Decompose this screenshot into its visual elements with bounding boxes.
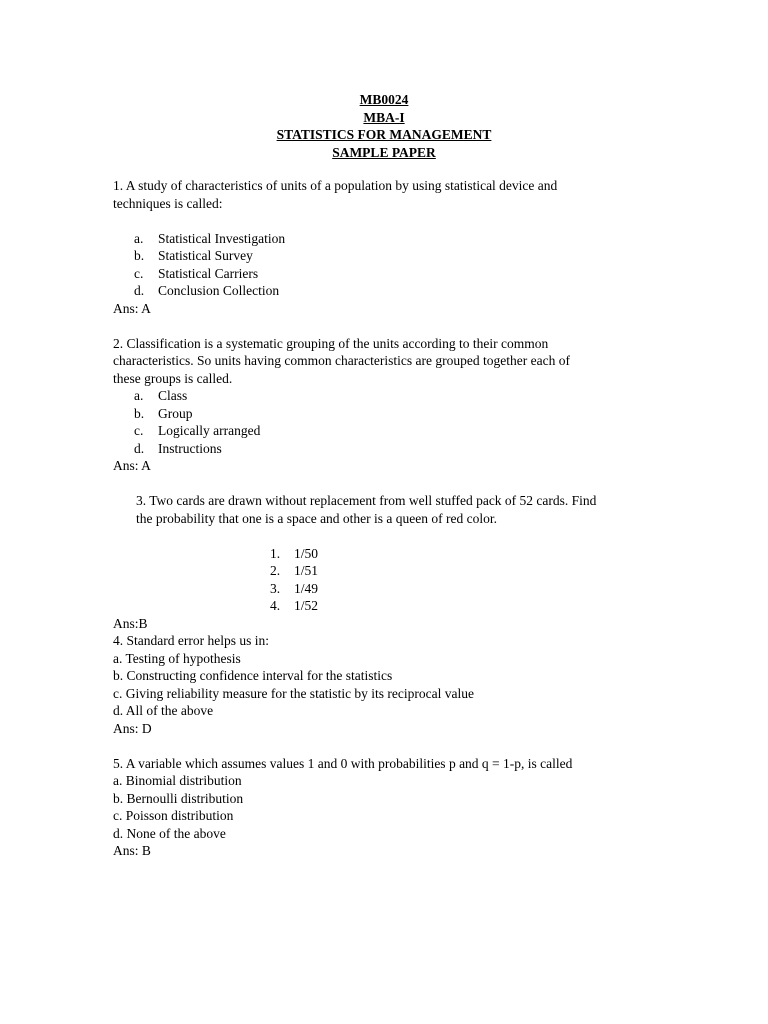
option-text: Conclusion Collection <box>158 283 280 298</box>
option-item: d. None of the above <box>113 825 226 841</box>
question-5 <box>113 755 653 860</box>
option-item <box>113 562 653 580</box>
answer-text: Ans: B <box>113 843 151 858</box>
option-text: Group <box>158 405 193 421</box>
option-marker: c. <box>134 423 144 438</box>
option-item <box>113 597 653 615</box>
option-item: b. Constructing confidence interval for the statistics <box>113 668 393 683</box>
question-text-line: the probability that one is a space and other is a queen of red color. <box>136 510 498 526</box>
option-text: 1/49 <box>294 580 319 596</box>
option-text: Statistical Survey <box>158 248 253 263</box>
option-item <box>113 422 653 440</box>
option-text: Statistical Carriers <box>158 265 259 281</box>
question-text-line: 1. A study of characteristics of units of a population by using statistical device and <box>113 178 558 193</box>
answer-text: Ans: A <box>113 458 151 473</box>
option-marker: 4. <box>270 598 281 613</box>
questions-content <box>113 177 653 860</box>
option-marker: d. <box>134 283 145 298</box>
option-text: Statistical Investigation <box>158 230 286 246</box>
subject-title: STATISTICS FOR MANAGEMENT <box>276 127 492 142</box>
question-text-line: characteristics. So units having common characteristics are grouped together each of <box>113 353 570 368</box>
question-3 <box>113 492 653 632</box>
option-item <box>113 282 653 300</box>
option-text: 1/50 <box>294 545 319 561</box>
option-marker: 3. <box>270 580 281 596</box>
option-item <box>113 247 653 265</box>
option-text: Logically arranged <box>158 423 261 438</box>
answer-text: Ans: D <box>113 720 152 736</box>
option-item <box>113 405 653 423</box>
option-marker: b. <box>134 405 145 421</box>
option-item: c. Giving reliability measure for the statistic by its reciprocal value <box>113 685 475 701</box>
document-header <box>0 91 768 161</box>
question-text-line: techniques is called: <box>113 195 223 211</box>
answer-text: Ans:B <box>113 615 148 631</box>
option-item: d. All of the above <box>113 703 214 718</box>
paper-title: SAMPLE PAPER <box>332 144 436 160</box>
answer-text: Ans: A <box>113 300 151 316</box>
question-text-line: 4. Standard error helps us in: <box>113 633 269 648</box>
question-text-line: 3. Two cards are drawn without replacement from well stuffed pack of 52 cards. Find <box>136 493 597 508</box>
option-marker: d. <box>134 440 145 456</box>
option-item: a. Testing of hypothesis <box>113 650 241 666</box>
course-code: MB0024 <box>359 92 409 107</box>
option-item: a. Binomial distribution <box>113 773 242 788</box>
option-item <box>113 387 653 405</box>
option-item: b. Bernoulli distribution <box>113 790 244 806</box>
option-text: Class <box>158 388 188 403</box>
option-marker: 2. <box>270 563 281 578</box>
option-marker: b. <box>134 248 145 263</box>
option-item <box>113 545 653 563</box>
option-item <box>113 580 653 598</box>
question-4 <box>113 632 653 737</box>
option-item: c. Poisson distribution <box>113 808 234 823</box>
option-marker: a. <box>134 388 144 403</box>
option-item <box>113 230 653 248</box>
question-1 <box>113 177 653 317</box>
question-text-line: these groups is called. <box>113 370 233 386</box>
option-marker: a. <box>134 230 144 246</box>
option-text: 1/52 <box>294 598 319 613</box>
option-item <box>113 265 653 283</box>
option-item <box>113 440 653 458</box>
option-marker: c. <box>134 265 144 281</box>
question-2 <box>113 335 653 475</box>
question-text-line: 5. A variable which assumes values 1 and 0 with probabilities p and q = 1-p, is called <box>113 755 573 771</box>
program-name: MBA-I <box>363 109 405 125</box>
question-text-line: 2. Classification is a systematic grouping of the units according to their common <box>113 335 549 351</box>
option-text: 1/51 <box>294 563 319 578</box>
option-marker: 1. <box>270 545 281 561</box>
option-text: Instructions <box>158 440 222 456</box>
